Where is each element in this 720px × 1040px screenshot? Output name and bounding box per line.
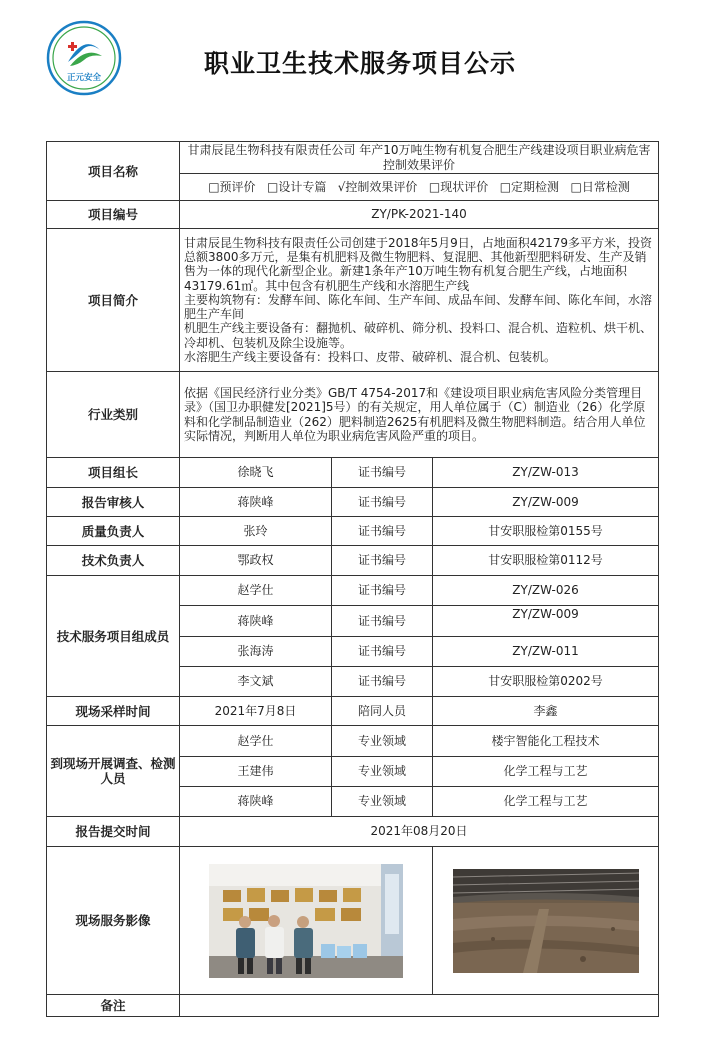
member-name: 张海涛: [180, 637, 332, 667]
surveyor-field: 化学工程与工艺: [433, 757, 659, 787]
option-daily-test: □日常检测: [570, 179, 630, 194]
companion-label: 陪同人员: [332, 697, 433, 726]
project-summary-value: [180, 229, 659, 372]
field-label: 专业领域: [332, 757, 433, 787]
images-label: 现场服务影像: [47, 847, 180, 995]
option-periodic-test: □定期检测: [499, 179, 560, 194]
leader-role: 技术负责人: [47, 546, 180, 576]
cert-label: 证书编号: [332, 488, 433, 517]
sampling-date: 2021年7月8日: [180, 697, 332, 726]
photo-cell-site: [433, 847, 659, 995]
surveyor-name: 赵学仕: [180, 726, 332, 757]
member-cert: ZY/ZW-011: [433, 637, 659, 667]
member-name: 李文斌: [180, 667, 332, 697]
surveyor-name: 王建伟: [180, 757, 332, 787]
workshop-site-photo: [453, 869, 639, 973]
leader-cert: 甘安职服检第0155号: [433, 517, 659, 546]
leader-cert: 甘安职服检第0112号: [433, 546, 659, 576]
leader-cert: ZY/ZW-009: [433, 488, 659, 517]
industry-label: 行业类别: [47, 372, 180, 458]
companion-name: 李鑫: [433, 697, 659, 726]
member-cert: ZY/ZW-009: [433, 606, 659, 637]
team-label: 技术服务项目组成员: [47, 576, 180, 697]
remark-label: 备注: [47, 995, 180, 1017]
cert-label: 证书编号: [332, 576, 433, 606]
summary-paragraph: 甘肃辰昆生物科技有限责任公司创建于2018年5月9日，占地面积42179多平方米，投资总额3800多万元，是集有机肥料及微生物肥料、复混肥、其他新型肥料研发、生产及销售为一体的现代化新型企业。新建1条年产10万吨生物有机复合肥生产线，占地面积43179.61㎡。其中包含有机肥生产线和水溶肥生产线: [184, 236, 652, 293]
report-date-value: 2021年08月20日: [180, 817, 659, 847]
option-control-effect: √控制效果评价: [337, 179, 418, 194]
staff-group-photo: [209, 864, 403, 978]
project-summary-label: 项目简介: [47, 229, 180, 372]
member-cert: 甘安职服检第0202号: [433, 667, 659, 697]
sampling-label: 现场采样时间: [47, 697, 180, 726]
project-number-value: ZY/PK-2021-140: [180, 201, 659, 229]
surveyor-name: 蒋陕峰: [180, 787, 332, 817]
leader-role: 项目组长: [47, 458, 180, 488]
leader-role: 质量负责人: [47, 517, 180, 546]
leader-name: 蒋陕峰: [180, 488, 332, 517]
logo-text: 正元安全: [66, 73, 102, 83]
cert-label: 证书编号: [332, 517, 433, 546]
photo-cell-staff: [180, 847, 433, 995]
report-date-label: 报告提交时间: [47, 817, 180, 847]
cert-label: 证书编号: [332, 546, 433, 576]
member-name: 赵学仕: [180, 576, 332, 606]
option-pre-evaluation: □预评价: [208, 179, 256, 194]
survey-label: 到现场开展调查、检测人员: [47, 726, 180, 817]
summary-paragraph: 水溶肥生产线主要设备有：投料口、皮带、破碎机、混合机、包装机。: [184, 349, 557, 364]
surveyor-field: 化学工程与工艺: [433, 787, 659, 817]
cert-label: 证书编号: [332, 637, 433, 667]
summary-paragraph: 主要构筑物有：发酵车间、陈化车间、生产车间、成品车间、发酵车间、陈化车间，水溶肥生产车间: [184, 292, 653, 322]
surveyor-field: 楼宇智能化工程技术: [433, 726, 659, 757]
field-label: 专业领域: [332, 787, 433, 817]
page-title: 职业卫生技术服务项目公示: [203, 49, 516, 78]
disclosure-table: [46, 141, 659, 1017]
leader-role: 报告审核人: [47, 488, 180, 517]
cert-label: 证书编号: [332, 458, 433, 488]
cert-label: 证书编号: [332, 667, 433, 697]
remark-value: [180, 995, 659, 1017]
option-design: □设计专篇: [266, 179, 327, 194]
leader-name: 徐晓飞: [180, 458, 332, 488]
leader-name: 鄂政权: [180, 546, 332, 576]
project-number-label: 项目编号: [47, 201, 180, 229]
field-label: 专业领域: [332, 726, 433, 757]
project-name-value: 甘肃辰昆生物科技有限责任公司 年产10万吨生物有机复合肥生产线建设项目职业病危害控制效果评价: [180, 142, 659, 174]
leader-name: 张玲: [180, 517, 332, 546]
member-cert: ZY/ZW-026: [433, 576, 659, 606]
evaluation-type-options: [180, 174, 659, 201]
leader-cert: ZY/ZW-013: [433, 458, 659, 488]
member-name: 蒋陕峰: [180, 606, 332, 637]
cert-label: 证书编号: [332, 606, 433, 637]
summary-paragraph: 机肥生产线主要设备有：翻抛机、破碎机、筛分机、投料口、混合机、造粒机、烘干机、冷却机、包装机及除尘设施等。: [184, 321, 653, 350]
project-name-label: 项目名称: [47, 142, 180, 201]
option-status-evaluation: □现状评价: [428, 179, 489, 194]
industry-value: 依据《国民经济行业分类》GB/T 4754-2017和《建设项目职业病危害风险分类管理目录》（国卫办职健发[2021]5号）的有关规定，用人单位属于（C）制造业（26）化学原料和化学制品制造业（262）肥料制造2625有机肥料及微生物肥料制造。结合用人单位实际情况，判断用人单位为职业病危害风险严重的项目。: [180, 372, 659, 458]
